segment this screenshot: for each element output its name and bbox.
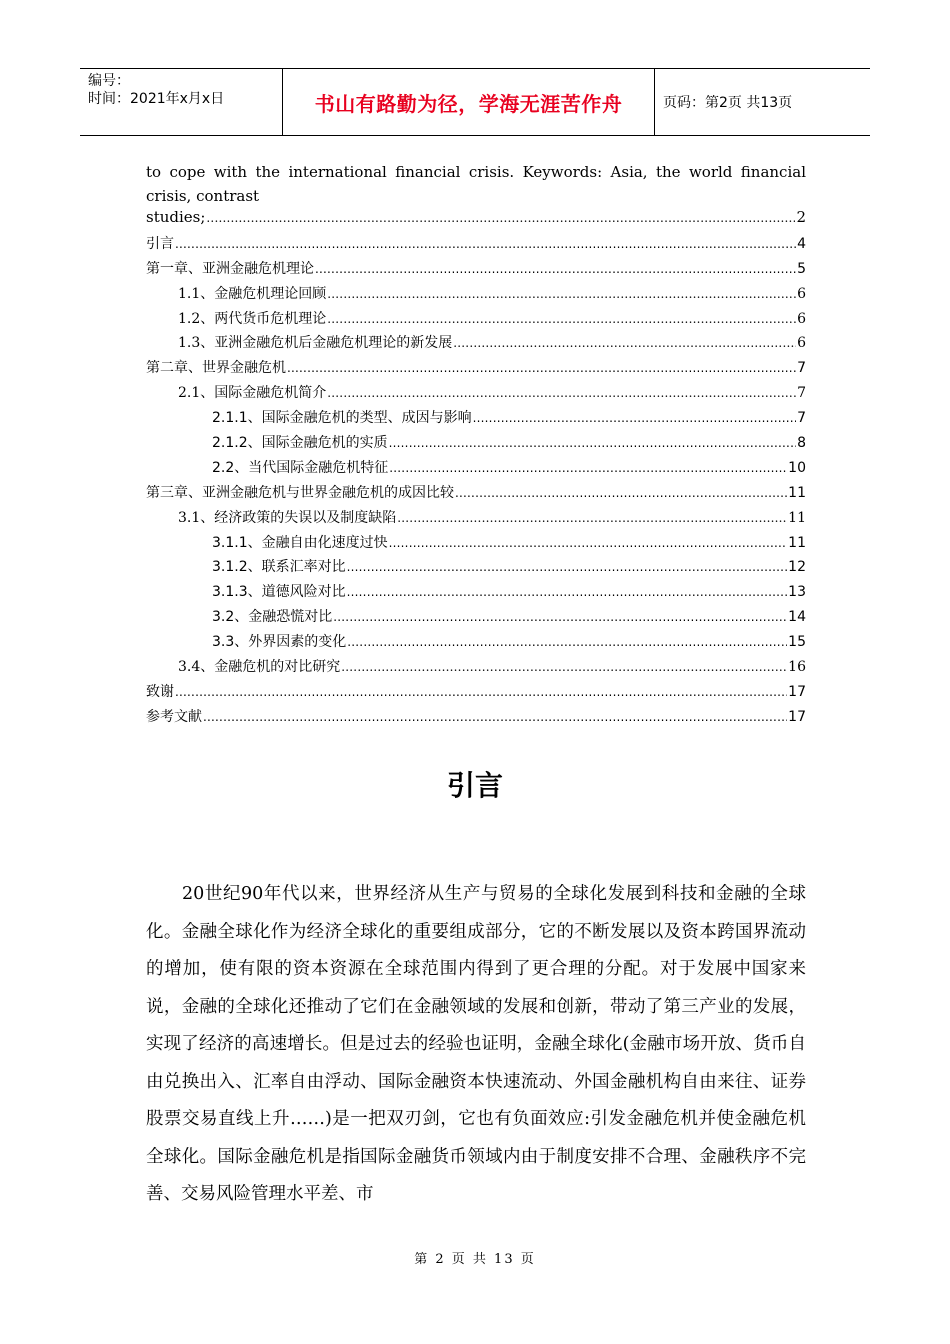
toc-leader-dots	[287, 360, 796, 376]
toc-entry-page: 2	[796, 208, 806, 226]
toc-entry-page: 13	[788, 584, 806, 601]
toc-entry-page: 11	[788, 509, 806, 526]
toc-leader-dots	[347, 634, 787, 650]
toc-entry-page: 17	[788, 683, 806, 700]
toc-entry-title: 第二章、世界金融危机	[146, 360, 286, 377]
toc-entry-title: 1.2、两代货币危机理论	[178, 310, 327, 327]
toc-leader-dots	[327, 286, 796, 302]
page-info: 页码：第2页 共13页	[663, 95, 793, 111]
toc-entry-title: 3.3、外界因素的变化	[212, 634, 347, 651]
toc-entry-page: 6	[797, 310, 806, 327]
toc-entry-title: 1.3、亚洲金融危机后金融危机理论的新发展	[178, 335, 453, 352]
table-of-contents	[146, 160, 806, 731]
toc-entry[interactable]	[146, 332, 806, 357]
toc-entry-page: 11	[788, 534, 806, 551]
toc-entry-page: 12	[788, 559, 806, 576]
toc-entry[interactable]	[146, 532, 806, 557]
toc-leader-dots	[473, 410, 796, 426]
toc-leader-dots	[175, 236, 796, 252]
toc-entry[interactable]	[146, 308, 806, 333]
toc-entry[interactable]	[146, 432, 806, 457]
toc-entry-page: 15	[788, 634, 806, 651]
toc-entry-title: 1.1、金融危机理论回顾	[178, 285, 327, 302]
toc-entry-title: 2.1、国际金融危机简介	[178, 385, 327, 402]
toc-entry-page: 11	[788, 484, 806, 501]
toc-entry-title: 致谢	[146, 683, 174, 700]
header-page-info	[655, 69, 870, 135]
toc-entry-title: 第三章、亚洲金融危机与世界金融危机的成因比较	[146, 484, 454, 501]
toc-entry[interactable]	[146, 382, 806, 407]
toc-entry[interactable]	[146, 208, 806, 233]
toc-entry-title: 3.1.3、道德风险对比	[212, 584, 346, 601]
toc-entry-title: 3.1.1、金融自由化速度过快	[212, 534, 388, 551]
toc-entry-title: 参考文献	[146, 708, 202, 725]
toc-entry-title: 3.4、金融危机的对比研究	[178, 659, 341, 676]
toc-entry[interactable]	[146, 482, 806, 507]
toc-entry-title: 第一章、亚洲金融危机理论	[146, 260, 314, 277]
toc-entry[interactable]	[146, 706, 806, 731]
toc-entry[interactable]	[146, 457, 806, 482]
toc-entry[interactable]	[146, 233, 806, 258]
toc-leader-dots	[453, 335, 796, 351]
toc-entry-title: 2.1.2、国际金融危机的实质	[212, 435, 388, 452]
toc-entry-page: 4	[797, 235, 806, 252]
toc-leader-dots	[389, 460, 787, 476]
toc-leader-dots	[455, 485, 787, 501]
toc-entry-page: 6	[797, 285, 806, 302]
body-text	[146, 876, 806, 1214]
toc-entry-page: 8	[797, 435, 806, 452]
toc-leader-dots	[397, 510, 787, 526]
toc-entry-title: 3.2、金融恐慌对比	[212, 609, 333, 626]
toc-entry-page: 7	[797, 385, 806, 402]
toc-entry[interactable]	[146, 407, 806, 432]
toc-entry[interactable]	[146, 656, 806, 681]
toc-leader-dots	[389, 535, 788, 551]
toc-entry-title: studies;	[146, 208, 206, 226]
toc-entry[interactable]	[146, 507, 806, 532]
toc-entry[interactable]	[146, 258, 806, 283]
toc-entry-page: 17	[788, 708, 806, 725]
header-motto: 书山有路勤为径，学海无涯苦作舟	[314, 91, 623, 116]
toc-entry-title: 引言	[146, 235, 174, 252]
toc-entry[interactable]	[146, 357, 806, 382]
header-motto-cell	[282, 69, 655, 135]
body-paragraph: 20世纪90年代以来，世界经济从生产与贸易的全球化发展到科技和金融的全球化。金融全球化作为经济全球化的重要组成部分，它的不断发展以及资本跨国界流动的增加，使有限的资本资源在全球范围内得到了更合理的分配。对于发展中国家来说，金融的全球化还推动了它们在金融领域的发展和创新，带动了第三产业的发展，实现了经济的高速增长。但是过去的经验也证明，金融全球化(金融市场开放、货币自由兑换出入、汇率自由浮动、国际金融资本快速流动、外国金融机构自由来往、证券股票交易直线上升……)是一把双刃剑，它也有负面效应:引发金融危机并使金融危机全球化。国际金融危机是指国际金融货币领域内由于制度安排不合理、金融秩序不完善、交易风险管理水平差、市	[146, 884, 806, 1204]
toc-entry[interactable]	[146, 681, 806, 706]
page-header	[80, 68, 870, 136]
toc-entry[interactable]	[146, 606, 806, 631]
date-label: 时间：2021年x月x日	[88, 91, 225, 107]
toc-leader-dots	[347, 584, 788, 600]
toc-entry[interactable]	[146, 581, 806, 606]
toc-leader-dots	[389, 435, 796, 451]
toc-entry-page: 10	[788, 459, 806, 476]
toc-leader-dots	[347, 559, 788, 575]
page-footer: 第 2 页 共 13 页	[414, 1252, 536, 1267]
section-heading: 引言	[446, 769, 503, 802]
toc-entry-page: 16	[788, 659, 806, 676]
toc-entry-page: 14	[788, 609, 806, 626]
toc-leader-dots	[327, 385, 796, 401]
toc-entry-title: 3.1.2、联系汇率对比	[212, 559, 346, 576]
toc-leader-dots	[203, 709, 787, 725]
toc-entry[interactable]	[146, 631, 806, 656]
toc-leader-dots	[175, 684, 787, 700]
toc-entry-page: 7	[797, 360, 806, 377]
number-label: 编号：	[88, 73, 130, 89]
toc-leader-dots	[341, 659, 787, 675]
toc-entry-page: 5	[797, 260, 806, 277]
toc-leader-dots	[206, 208, 795, 226]
toc-preface-text: to cope with the international financial crisis. Keywords: Asia, the world financial crisis, contrast	[146, 163, 806, 205]
toc-entry[interactable]	[146, 283, 806, 308]
toc-entry-page: 7	[797, 410, 806, 427]
toc-entry[interactable]	[146, 556, 806, 581]
toc-entry-title: 2.2、当代国际金融危机特征	[212, 459, 389, 476]
toc-leader-dots	[315, 261, 796, 277]
toc-leader-dots	[327, 311, 796, 327]
header-meta	[80, 69, 282, 135]
toc-entry-page: 6	[797, 335, 806, 352]
toc-entry-title: 3.1、经济政策的失误以及制度缺陷	[178, 509, 397, 526]
toc-leader-dots	[333, 609, 787, 625]
toc-entry-title: 2.1.1、国际金融危机的类型、成因与影响	[212, 410, 472, 427]
